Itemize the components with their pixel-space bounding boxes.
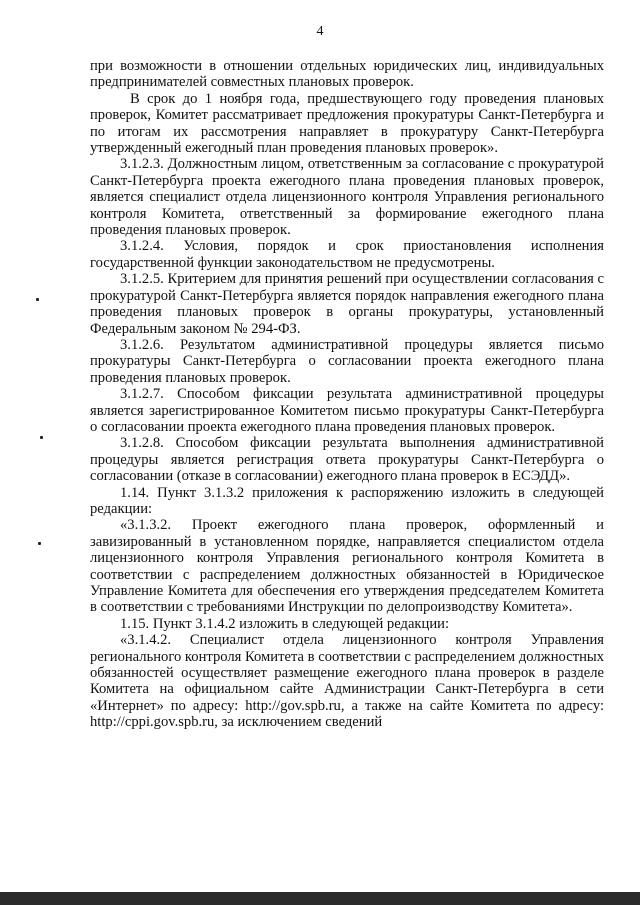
scan-speck — [40, 436, 43, 439]
paragraph: 3.1.2.3. Должностным лицом, ответственным за согласование с прокуратурой Санкт-Петербурга проекта ежегодного плана проведения плановых проверок, является специалист отдела лицензионного контроля Управления регионального контроля Комитета, ответственный за формирование ежегодного плана проведения плановых проверок. — [90, 156, 604, 239]
paragraph: В срок до 1 ноября года, предшествующего году проведения плановых проверок, Комитет рассматривает предложения прокуратуры Санкт-Петербурга и по итогам их рассмотрения направляет в прокуратуру Санкт-Петербурга утвержденный ежегодный план проведения плановых проверок». — [90, 90, 604, 157]
paragraph: при возможности в отношении отдельных юридических лиц, индивидуальных предпринимателей совместных плановых проверок. — [90, 58, 604, 91]
paragraph: «3.1.4.2. Специалист отдела лицензионного контроля Управления регионального контроля Комитета в соответствии с распределением должностных обязанностей осуществляет размещение ежегодного плана проверок в разделе Комитета на официальном сайте Администрации Санкт-Петербурга в сети «Интернет» по адресу: http://gov.spb.ru, а также на сайте Комитета по адресу: http://cppi.gov.spb.ru, за исключением сведений — [90, 632, 604, 731]
paragraph: 1.15. Пункт 3.1.4.2 изложить в следующей редакции: — [120, 615, 449, 632]
paragraph: 1.14. Пункт 3.1.3.2 приложения к распоряжению изложить в следующей редакции: — [90, 484, 604, 517]
paragraph: 3.1.2.8. Способом фиксации результата выполнения административной процедуры является регистрация ответа прокуратуры Санкт-Петербурга о согласовании (отказе в согласовании) ежегодного плана проверок в ЕСЭДД». — [90, 435, 604, 485]
paragraph: «3.1.3.2. Проект ежегодного плана проверок, оформленный и завизированный в установленном порядке, направляется специалистом отдела лицензионного контроля Управления регионального контроля Комитета в соответствии с распределением должностных обязанностей в Юридическое Управление Комитета для обеспечения его утверждения председателем Комитета в соответствии с требованиями Инструкции по делопроизводству Комитета». — [90, 517, 604, 616]
paragraph: 3.1.2.6. Результатом административной процедуры является письмо прокуратуры Санкт-Петербурга о согласовании проекта ежегодного плана проведения плановых проверок. — [90, 336, 604, 386]
scan-speck — [38, 542, 41, 545]
paragraph: 3.1.2.7. Способом фиксации результата административной процедуры является зарегистрированное Комитетом письмо прокуратуры Санкт-Петербурга о согласовании проекта ежегодного плана проведения плановых проверок. — [90, 386, 604, 435]
scan-edge — [0, 892, 640, 905]
scan-speck — [36, 298, 39, 301]
document-body — [90, 58, 604, 731]
paragraph: 3.1.2.4. Условия, порядок и срок приостановления исполнения государственной функции законодательством не предусмотрены. — [90, 238, 604, 271]
page-number: 4 — [316, 24, 324, 39]
paragraph: 3.1.2.5. Критерием для принятия решений при осуществлении согласования с прокуратурой Санкт-Петербурга является порядок направления ежегодного плана проведения плановых проверок в органы прокуратуры, установленный Федеральным законом № 294-ФЗ. — [90, 271, 604, 337]
